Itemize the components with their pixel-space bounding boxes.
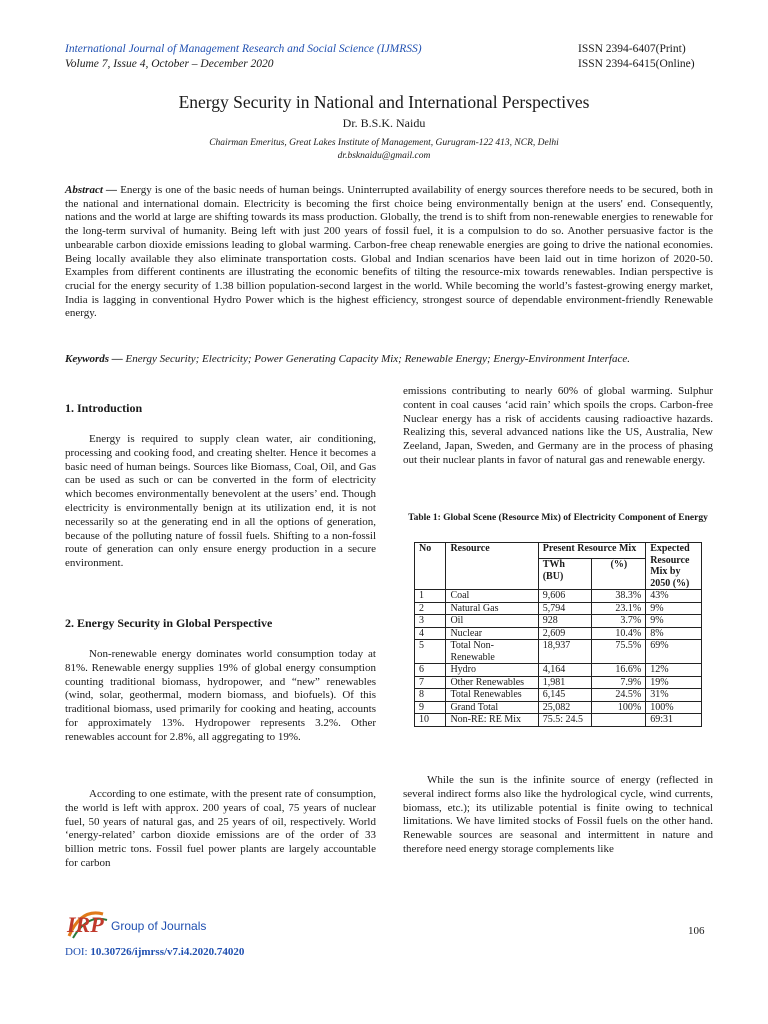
cell-pct: 10.4% — [592, 627, 646, 640]
doi-label: DOI: — [65, 946, 88, 958]
cell-no: 2 — [415, 602, 446, 615]
issn-online: ISSN 2394-6415(Online) — [578, 58, 695, 70]
col-header-twh: TWh (BU) — [538, 559, 592, 590]
table-row — [415, 640, 702, 664]
journal-name: International Journal of Management Research and Social Science (IJMRSS) — [65, 43, 422, 55]
author-email: dr.bsknaidu@gmail.com — [337, 151, 431, 161]
cell-expected: 100% — [646, 701, 702, 714]
paragraph: Non-renewable energy dominates world consumption today at 81%. Renewable energy supplies 19% of global energy consumption counting traditional biomass, hydropower, and “new” renewables (wind, solar, geothermal, modern biomass, and biofuels). Of this traditional biomass, used primarily for cooking and heating, accounts for approximately 13%. Hydropower represents 3.2%. Other renewables account for 2.8%, all aggregating to 19%. — [65, 648, 376, 743]
right-column-continuation — [403, 385, 713, 468]
cell-expected: 12% — [646, 664, 702, 677]
paragraph: emissions contributing to nearly 60% of global warming. Sulphur content in coal causes ‘acid rain’ which spoils the crops. Carbon-free Nuclear energy has a risk of accidents causing radioactive hazards. Realizing this, several advanced nations like the US, Australia, New Zeeland, Japan, Sweden, and Germany are in the process of phasing out their nuclear plants in favor of natural gas and renewable energy. — [403, 385, 713, 466]
cell-pct: 3.7% — [592, 615, 646, 628]
cell-no: 3 — [415, 615, 446, 628]
cell-no: 9 — [415, 701, 446, 714]
table-row — [415, 602, 702, 615]
cell-pct: 75.5% — [592, 640, 646, 664]
section-heading-introduction: 1. Introduction — [65, 401, 143, 415]
cell-twh: 5,794 — [538, 602, 592, 615]
cell-no: 7 — [415, 676, 446, 689]
cell-resource: Nuclear — [446, 627, 538, 640]
col-header-no: No — [415, 543, 446, 590]
col-header-resource: Resource — [446, 543, 538, 590]
cell-resource: Coal — [446, 590, 538, 603]
intro-paragraph — [65, 433, 376, 571]
cell-resource: Total Non-Renewable — [446, 640, 538, 664]
col-header-expected-mix: Expected Resource Mix by 2050 (%) — [646, 543, 702, 590]
table-row — [415, 714, 702, 727]
cell-no: 6 — [415, 664, 446, 677]
paragraph: According to one estimate, with the present rate of consumption, the world is left with approx. 200 years of coal, 75 years of nuclear fuel, 50 years of natural gas, and 25 years of oil, respectively. World ‘energy-related’ carbon dioxide emissions are of the order of 33 billion metric tons. Fossil fuel power plants are largely accountable for carbon — [65, 788, 376, 869]
cell-twh: 6,145 — [538, 689, 592, 702]
cell-pct: 100% — [592, 701, 646, 714]
abstract-text: Energy is one of the basic needs of human beings. Uninterrupted availability of energy sources therefore needs to be secured, both in the national and international domain. Electricity is becoming the first choice being environmentally benign at the users' end. Consequently, nations and the world at large are shifting towards its mass production. Globally, the trend is to shift from non-renewable energies to renewable for the long-term survival of humanity. Being left with just 200 years of fossil fuel, it is a compulsion to do so. Another persuasive factor is the unbearable carbon dioxide emissions leading to global warming. Carbon-free cheap renewable energies are going to drive the national economies. Being locally available they also eliminate transportation costs. Global and Indian scenarios have been laid out in time horizon of 2020-50. Examples from different continents are illustrating the economic benefits of tilting the resource-mix towards renewables. Indian perspective is crucial for the energy security of 1.38 billion population-second largest in the world. While becoming the world’s fastest-growing energy market, India is lagging in conventional Hydro Power which is the highest efficiency, strongest source of dependable environment-friendly Renewable energy. — [65, 184, 714, 320]
paper-title: Energy Security in National and International Perspectives — [178, 92, 590, 112]
cell-resource: Oil — [446, 615, 538, 628]
author-affiliation: Chairman Emeritus, Great Lakes Institute of Management, Gurugram-122 413, NCR, Delhi — [209, 138, 559, 148]
cell-pct: 23.1% — [592, 602, 646, 615]
cell-twh: 1,981 — [538, 676, 592, 689]
cell-twh: 25,082 — [538, 701, 592, 714]
cell-expected: 8% — [646, 627, 702, 640]
cell-no: 5 — [415, 640, 446, 664]
cell-no: 1 — [415, 590, 446, 603]
cell-pct: 16.6% — [592, 664, 646, 677]
cell-twh: 928 — [538, 615, 592, 628]
irp-logo-icon — [63, 906, 213, 940]
keywords-label: Keywords — — [65, 353, 123, 365]
cell-pct: 24.5% — [592, 689, 646, 702]
cell-twh: 4,164 — [538, 664, 592, 677]
paragraph: Energy is required to supply clean water, air conditioning, processing and cooking food, and creating shelter. Hence it becomes a basic need of human beings. Sources like Biomass, Coal, Oil, and Gas can be used as such or can be converted in the form of electricity which becomes environmentally benevolent at the users’ end. Though electricity is environmentally benign at its utilization end, it is not necessarily so at the generating end in all the options of generation, because of the polluting nature of fossil fuels. Shifting to a non-fossil route of generation can only ensure energy production in a secure environment. — [65, 433, 376, 570]
cell-no: 4 — [415, 627, 446, 640]
table-caption: Table 1: Global Scene (Resource Mix) of Electricity Component of Energy — [408, 513, 708, 523]
col-header-present-mix: Present Resource Mix — [538, 543, 645, 559]
section-heading-global: 2. Energy Security in Global Perspective — [65, 616, 273, 630]
cell-expected: 19% — [646, 676, 702, 689]
paragraph: While the sun is the infinite source of energy (reflected in several indirect forms also like the hydrological cycle, wind currents, biomass, etc.); its utilizable potential is finite owing to technical limitations. We have limited stocks of Fossil fuels on the other hand. Renewable sources are seasonal and intermittent in nature and therefore need energy storage complements like — [403, 774, 713, 855]
cell-twh: 2,609 — [538, 627, 592, 640]
paper-author: Dr. B.S.K. Naidu — [342, 116, 426, 130]
table-row — [415, 627, 702, 640]
cell-resource: Hydro — [446, 664, 538, 677]
cell-pct — [592, 714, 646, 727]
table-row — [415, 664, 702, 677]
table-row — [415, 676, 702, 689]
logo-mark: IRP — [67, 912, 104, 937]
cell-expected: 43% — [646, 590, 702, 603]
cell-resource: Natural Gas — [446, 602, 538, 615]
cell-no: 10 — [415, 714, 446, 727]
cell-expected: 9% — [646, 602, 702, 615]
cell-no: 8 — [415, 689, 446, 702]
cell-expected: 31% — [646, 689, 702, 702]
publisher-logo — [63, 906, 213, 940]
journal-volume: Volume 7, Issue 4, October – December 2020 — [65, 58, 274, 70]
cell-pct: 38.3% — [592, 590, 646, 603]
table-row — [415, 615, 702, 628]
author-affiliation-block — [0, 137, 768, 163]
table-row — [415, 701, 702, 714]
global-paragraphs — [65, 648, 376, 745]
abstract — [65, 184, 713, 321]
cell-twh: 18,937 — [538, 640, 592, 664]
col-header-pct: (%) — [592, 559, 646, 590]
cell-pct: 7.9% — [592, 676, 646, 689]
keywords-text: Energy Security; Electricity; Power Generating Capacity Mix; Renewable Energy; Energy-Environment Interface. — [125, 353, 630, 365]
resource-mix-table — [414, 542, 702, 727]
cell-twh: 9,606 — [538, 590, 592, 603]
cell-resource: Other Renewables — [446, 676, 538, 689]
cell-expected: 9% — [646, 615, 702, 628]
global-paragraphs-2 — [65, 788, 376, 871]
issn-block — [578, 42, 695, 72]
keywords — [65, 353, 713, 367]
cell-expected: 69:31 — [646, 714, 702, 727]
right-column-paragraph-2 — [403, 774, 713, 857]
issn-print: ISSN 2394-6407(Print) — [578, 43, 686, 55]
cell-twh: 75.5: 24.5 — [538, 714, 592, 727]
doi-line — [65, 946, 244, 958]
cell-resource: Total Renewables — [446, 689, 538, 702]
logo-text: Group of Journals — [111, 919, 207, 933]
cell-resource: Grand Total — [446, 701, 538, 714]
cell-expected: 69% — [646, 640, 702, 664]
table-row — [415, 689, 702, 702]
table-row — [415, 590, 702, 603]
journal-header — [65, 42, 422, 72]
doi-link[interactable]: 10.30726/ijmrss/v7.i4.2020.74020 — [90, 946, 245, 958]
abstract-label: Abstract — — [65, 184, 118, 196]
cell-resource: Non-RE: RE Mix — [446, 714, 538, 727]
page-number: 106 — [688, 925, 705, 937]
